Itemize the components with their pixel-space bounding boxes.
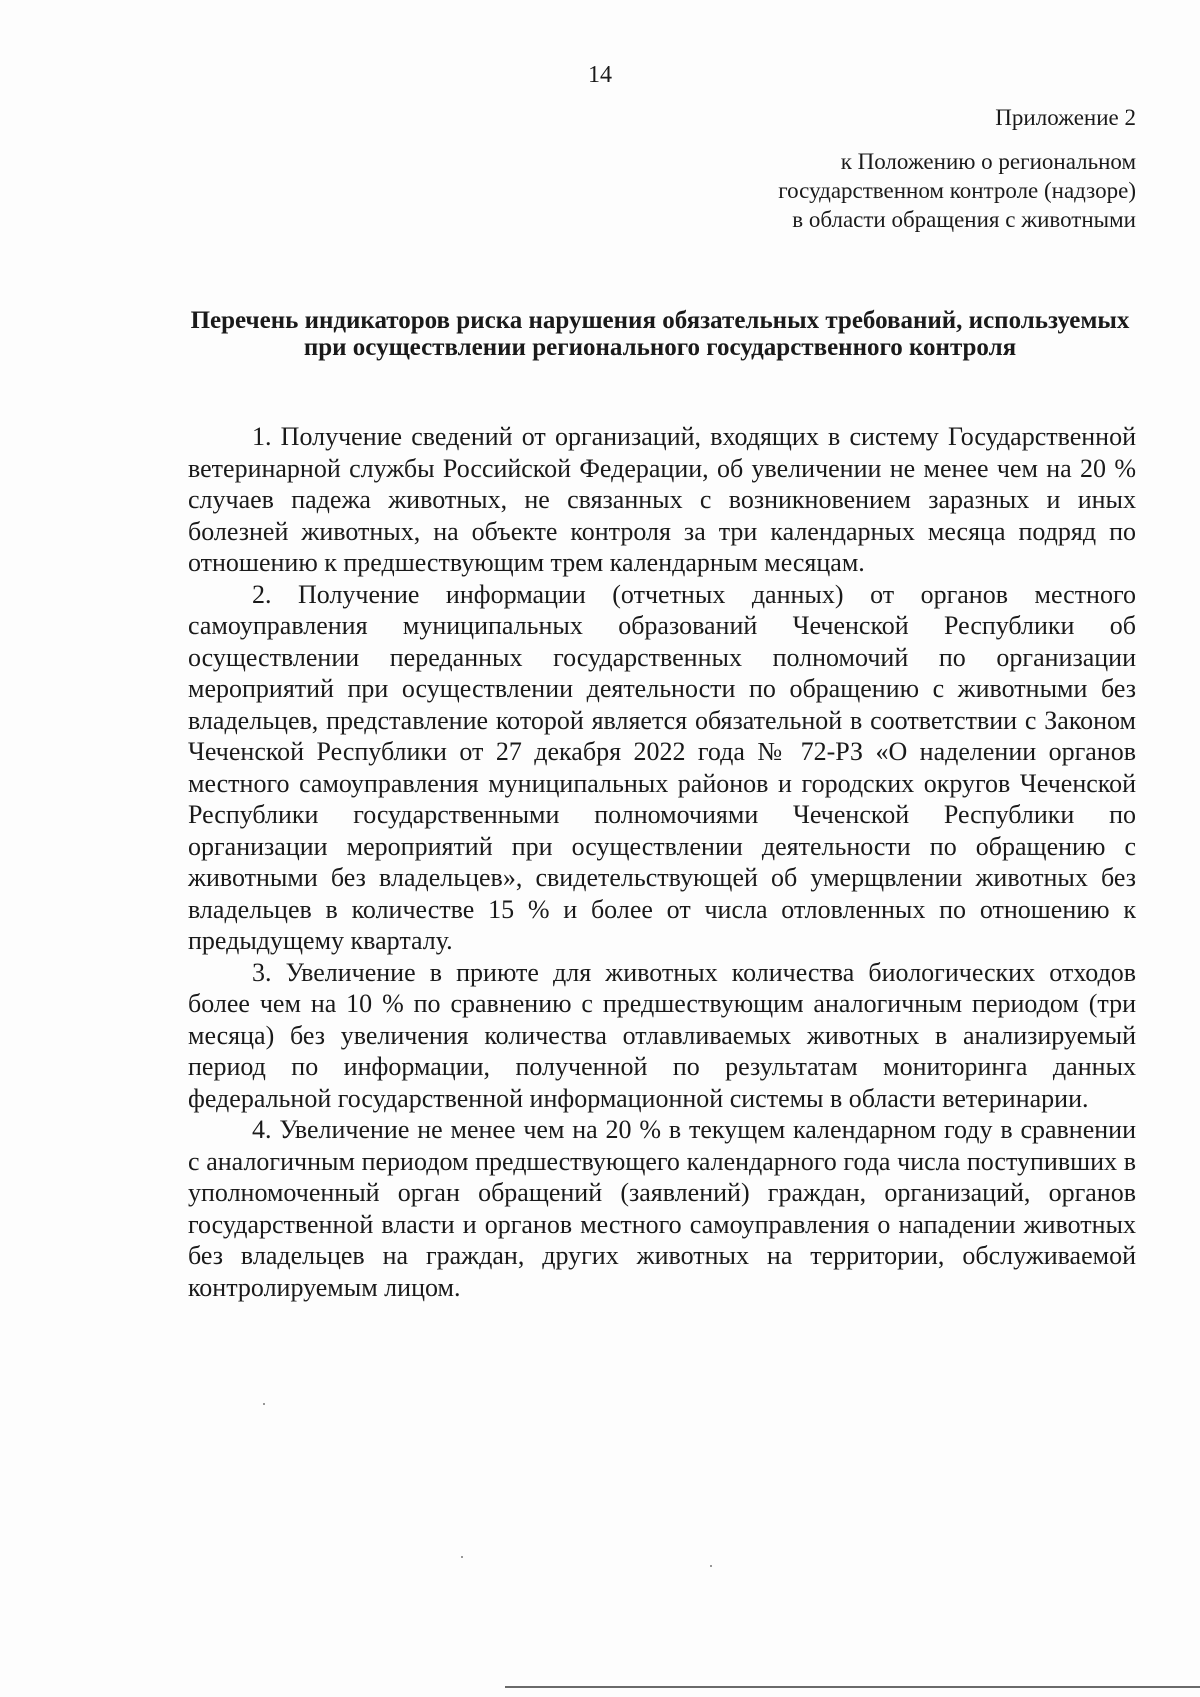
scan-speck <box>710 1565 712 1567</box>
scan-edge-line <box>505 1686 1200 1688</box>
appendix-header <box>636 103 1136 234</box>
appendix-title: Приложение 2 <box>995 105 1136 130</box>
scan-speck <box>263 1403 265 1405</box>
page-number: 14 <box>588 62 612 88</box>
scan-speck <box>461 1556 463 1558</box>
appendix-line: в области обращения с животными <box>792 207 1136 232</box>
document-title: Перечень индикаторов риска нарушения обязательных требований, используемых при осуществлении регионального государственного контроля <box>190 307 1130 361</box>
list-item: 2. Получение информации (отчетных данных) от органов местного самоуправления муниципальных образований Чеченской Республики об осуществлении переданных государственных полномочий по организации мероприятий при осуществлении деятельности по обращению с животными без владельцев, представление которой является обязательной в соответствии с Законом Чеченской Республики от 27 декабря 2022 года № 72-РЗ «О наделении органов местного самоуправления муниципальных районов и городских округов Чеченской Республики государственными полномочиями Чеченской Республики по организации мероприятий при осуществлении деятельности по обращению с животными без владельцев», свидетельствующей об умерщвлении животных без владельцев в количестве 15 % и более от числа отловленных по отношению к предыдущему кварталу. <box>188 579 1136 955</box>
appendix-line: государственном контроле (надзоре) <box>778 178 1136 203</box>
list-item: 1. Получение сведений от организаций, входящих в систему Государственной ветеринарной службы Российской Федерации, об увеличении не менее чем на 20 % случаев падежа животных, не связанных с возникновением заразных и иных болезней животных, на объекте контроля за три календарных месяца подряд по отношению к предшествующим трем календарным месяцам. <box>188 422 1136 577</box>
list-item: 3. Увеличение в приюте для животных количества биологических отходов более чем на 10 % по сравнению с предшествующим аналогичным периодом (три месяца) без увеличения количества отлавливаемых животных в анализируемый период по информации, полученной по результатам мониторинга данных федеральной государственной информационной системы в области ветеринарии. <box>188 957 1136 1113</box>
appendix-line: к Положению о региональном <box>840 149 1136 174</box>
document-body <box>188 421 1136 1303</box>
list-item: 4. Увеличение не менее чем на 20 % в текущем календарном году в сравнении с аналогичным периодом предшествующего календарного года числа поступивших в уполномоченный орган обращений (заявлений) граждан, организаций, органов государственной власти и органов местного самоуправления о нападении животных без владельцев на граждан, других животных на территории, обслуживаемой контролируемым лицом. <box>188 1115 1136 1302</box>
